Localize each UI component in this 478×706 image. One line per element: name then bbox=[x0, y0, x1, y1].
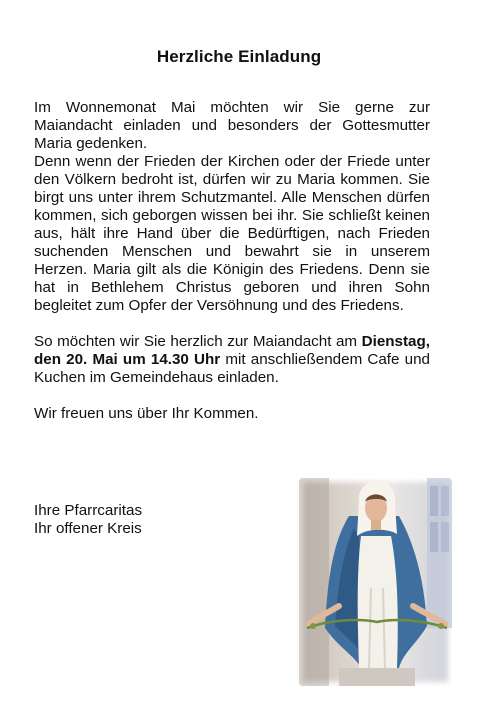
invite-text-before: So möchten wir Sie herzlich zur Maiandacht am bbox=[34, 333, 358, 350]
event-date: Dienstag, den 20. Mai um 14.30 Uhr bbox=[34, 333, 430, 368]
invite-text-after: mit anschließendem Cafe und Kuchen im Gemeindehaus einladen. bbox=[34, 351, 430, 386]
signature-line-2: Ihr offener Kreis bbox=[34, 520, 142, 537]
closing-line: Wir freuen uns über Ihr Kommen. bbox=[34, 405, 259, 422]
intro-paragraph: Im Wonnemonat Mai möchten wir Sie gerne zur Maiandacht einladen und besonders der Gottesmutter Maria gedenken. bbox=[34, 99, 430, 152]
page-title: Herzliche Einladung bbox=[156, 47, 322, 66]
madonna-statue-icon bbox=[299, 478, 452, 686]
signature-line-1: Ihre Pfarrcaritas bbox=[34, 502, 143, 519]
invitation-body bbox=[34, 99, 430, 423]
signature bbox=[34, 502, 142, 538]
madonna-statue-image bbox=[299, 478, 452, 686]
peace-paragraph: Denn wenn der Frieden der Kirchen oder der Friede unter den Völkern bedroht ist, dürfen wir zu Maria kommen. Sie birgt uns unter ihrem Schutzmantel. Alle Menschen dürfen kommen, sich geborgen wissen bei ihr. Sie schließt keinen aus, hält ihre Hand über die Bedürftigen, nach Frieden suchenden Menschen und bewahrt sie in unserem Herzen. Maria gilt als die Königin des Friedens. Denn sie hat in Bethlehem Christus geboren und ihren Sohn begleitet zum Opfer der Versöhnung und des Friedens. bbox=[34, 153, 430, 314]
invite-paragraph bbox=[34, 333, 430, 387]
